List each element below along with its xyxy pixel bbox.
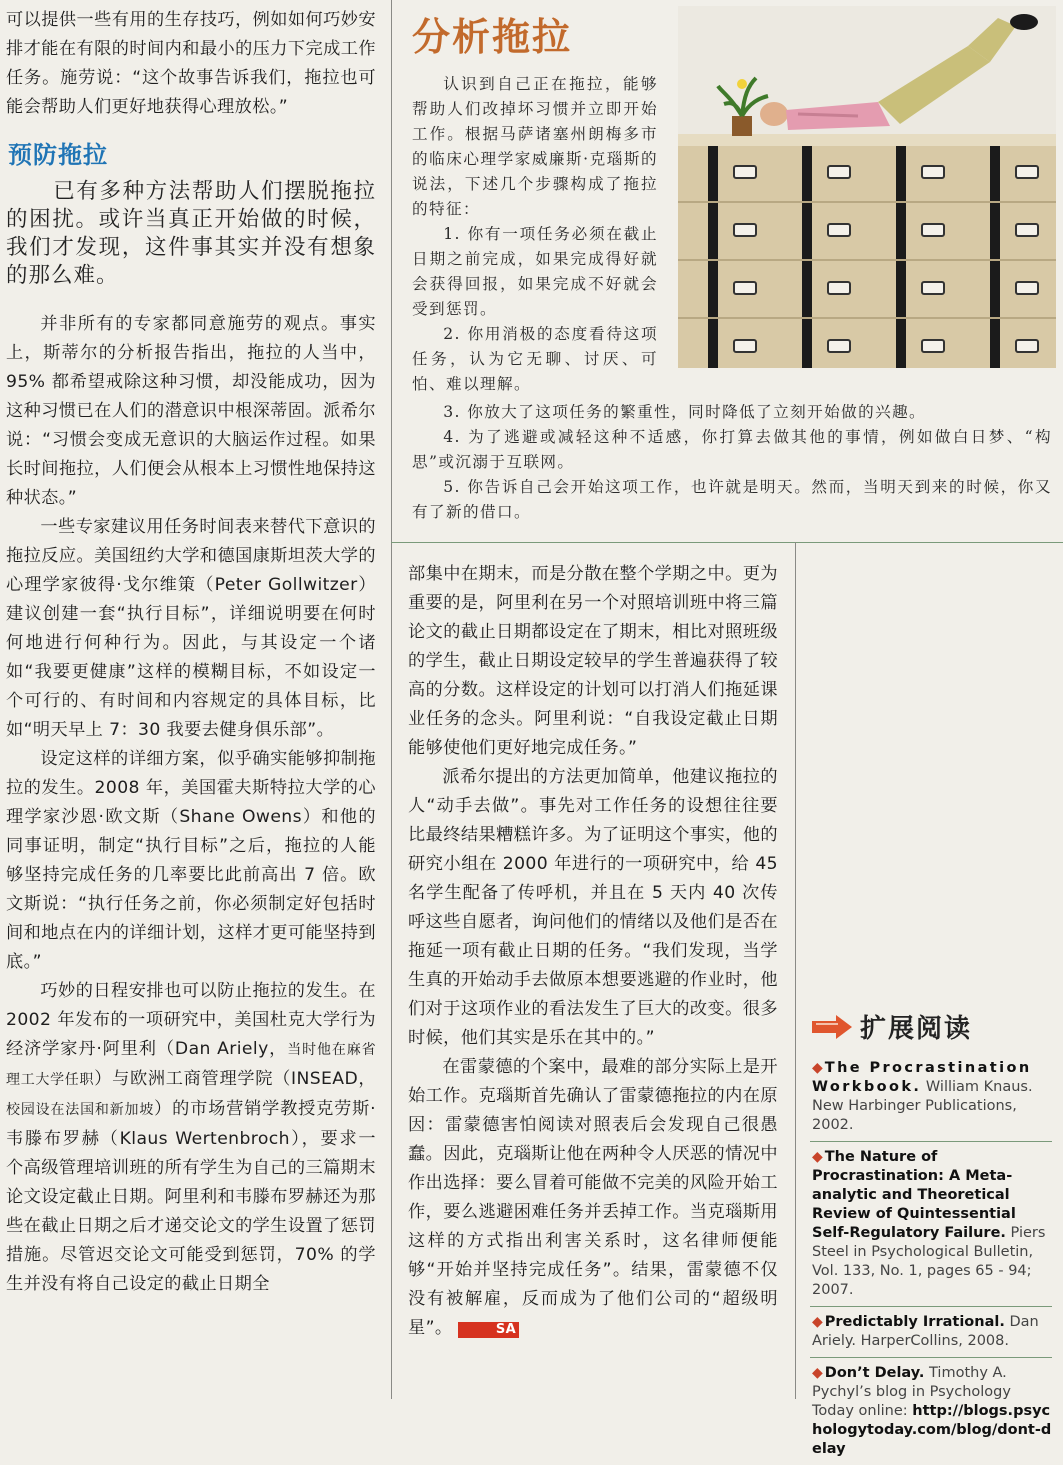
- body-paragraph: 并非所有的专家都同意施劳的观点。事实上，斯蒂尔的分析报告指出，拖拉的人当中，95% 都希望戒除这种习惯，却没能成功，因为这种习惯已在人们的潜意识中根深蒂固。派希尔说：“习惯会变成无意识的大脑运作过程。如果长时间拖拉，人们便会从根本上习惯性地保持这种状态。”: [6, 314, 376, 508]
- analysis-sidebar-box: [404, 6, 1056, 536]
- end-mark-badge: SA: [458, 1322, 519, 1338]
- section-title: 预防拖拉: [8, 141, 108, 169]
- body-paragraph: 派希尔提出的方法更加简单，他建议拖拉的人“动手去做”。事先对工作任务的设想往往要比最终结果糟糕许多。为了证明这个事实，他的研究小组在 2000 年进行的一项研究中，给 45 名学生配备了传呼机，并且在 5 天内 40 次传呼这些自愿者，询问他们的情绪以及他们是否在拖延一项有截止日期的任务。“我们发现，当学生真的开始动手去做原本想要逃避的作业时，他们对于这项作业的看法发生了巨大的改变。很多时候，他们其实是乐在其中的。”: [408, 767, 778, 1048]
- body-paragraph: 设定这样的详细方案，似乎确实能够抑制拖拉的发生。2008 年，美国霍夫斯特拉大学的心理学家沙恩·欧文斯（Shane Owens）和他的同事证明，制定“执行目标”之后，拖拉的人能够坚持完成任务的几率要比此前高出 7 倍。欧文斯说：“执行任务之前，你必须制定好包括时间和地点在内的详细计划，这样才更可能坚持到底。”: [6, 749, 376, 972]
- reading-entry-title: The Procrastination Workbook.: [812, 1060, 1032, 1095]
- box-step: 3. 你放大了这项任务的繁重性，同时降低了立刻开始做的兴趣。: [443, 403, 927, 421]
- mid-column-divider: [795, 542, 796, 1399]
- text-run: 巧妙的日程安排也可以防止拖拉的发生。在 2002 年发布的一项研究中，美国杜克大学行为经济学家丹·阿里利（Dan Ariely，: [6, 981, 376, 1059]
- text-run: ）与欧洲工商管理学院（INSEAD，: [94, 1069, 376, 1089]
- section-lede: 已有多种方法帮助人们摆脱拖拉的困扰。或许当真正开始做的时候，我们才发现，这件事其实并没有想象的那么难。: [6, 179, 376, 288]
- reading-entry-detail: William Knaus. New Harbinger Publications, 2002.: [812, 1079, 1033, 1133]
- text-run: 在雷蒙德的个案中，最难的部分实际上是开始工作。克瑙斯首先确认了雷蒙德拖拉的内在原因：雷蒙德害怕阅读对照表后会发现自己很愚蠢。因此，克瑙斯让他在两种令人厌恶的情况中作出选择：要么冒着可能做不完美的风险开始工作，要么逃避困难任务并丢掉工作。当克瑙斯用这样的方式指出利害关系时，这名律师便能够“开始并坚持完成任务”。结果，雷蒙德不仅没有被解雇，反而成为了他们公司的“超级明星”。: [408, 1057, 778, 1338]
- intro-paragraph: 可以提供一些有用的生存技巧，例如如何巧妙安排才能在有限的时间内和最小的压力下完成工作任务。施劳说：“这个故事告诉我们，拖拉也可能会帮助人们更好地获得心理放松。”: [6, 10, 376, 117]
- file-cabinet-illustration: [678, 6, 1056, 368]
- further-reading: [810, 1008, 1052, 1465]
- reading-entry: [810, 1053, 1052, 1142]
- text-run: ）的市场营销学教授克劳斯·韦滕布罗赫（Klaus Wertenbroch），要求一个高级管理培训班的所有学生为自己的三篇期末论文设定截止日期。阿里利和韦滕布罗赫还为那些在截止日期之后才递交论文的学生设置了惩罚措施。尽管迟交论文可能受到惩罚，70% 的学生并没有将自己设定的截止日期全: [6, 1099, 377, 1294]
- diamond-bullet-icon: ◆: [812, 1060, 823, 1076]
- left-column: [6, 6, 376, 1299]
- inline-note: 当时他在麻省理工大学任职: [6, 1042, 376, 1088]
- arrow-right-icon: [810, 1013, 854, 1041]
- inline-note: 校园设在法国和新加坡: [6, 1102, 155, 1118]
- reading-entry: [810, 1142, 1052, 1307]
- diamond-bullet-icon: ◆: [812, 1365, 823, 1381]
- body-paragraph: [408, 1053, 778, 1343]
- box-intro: 认识到自己正在拖拉，能够帮助人们改掉坏习惯并立即开始工作。根据马萨诸塞州朗梅多市的临床心理学家威廉斯·克瑙斯的说法，下述几个步骤构成了拖拉的特征：: [412, 75, 658, 218]
- box-step: 5. 你告诉自己会开始这项工作，也许就是明天。然而，当明天到来的时候，你又有了新的借口。: [412, 478, 1052, 521]
- left-column-divider: [391, 0, 392, 1399]
- blog-url-link[interactable]: http://blogs.psychologytoday.com/blog/dont-delay: [812, 1403, 1052, 1457]
- diamond-bullet-icon: ◆: [812, 1149, 823, 1165]
- reading-entry-title: Don’t Delay.: [824, 1365, 925, 1381]
- box-intro-column: [412, 72, 658, 397]
- reading-entry: [810, 1307, 1052, 1358]
- body-paragraph: 部集中在期末，而是分散在整个学期之中。更为重要的是，阿里利在另一个对照培训班中将三篇论文的截止日期都设定在了期末，相比对照班级的学生，截止日期设定较早的学生普遍获得了较高的分数。这样设定的计划可以打消人们拖延课业任务的念头。阿里利说：“自我设定截止日期能够使他们更好地完成任务。”: [408, 564, 778, 758]
- box-step: 2. 你用消极的态度看待这项任务，认为它无聊、讨厌、可怕、难以理解。: [412, 325, 658, 393]
- box-wide-steps: [412, 400, 1052, 525]
- box-step: 1. 你有一项任务必须在截止日期之前完成，如果完成得好就会获得回报，如果完成不好就会受到惩罚。: [412, 225, 658, 318]
- body-paragraph: [6, 977, 376, 1299]
- middle-column: [408, 560, 778, 1343]
- further-reading-header: [810, 1008, 1052, 1045]
- reading-entry-title: The Nature of Procrastination: A Meta-analytic and Theoretical Review of Quintessential Self-Regulatory Failure.: [812, 1149, 1016, 1241]
- body-paragraph: 一些专家建议用任务时间表来替代下意识的拖拉反应。美国纽约大学和德国康斯坦茨大学的心理学家彼得·戈尔维策（Peter Gollwitzer）建议创建一套“执行目标”，详细说明要在何时何地进行何种行为。因此，与其设定一个诸如“我要更健康”这样的模糊目标，不如设定一个可行的、有时间和内容规定的具体目标，比如“明天早上 7：30 我要去健身俱乐部”。: [6, 517, 376, 740]
- reading-entry-title: Predictably Irrational.: [824, 1314, 1005, 1330]
- box-title: 分析拖拉: [412, 14, 573, 59]
- box-bottom-rule: [391, 542, 1063, 543]
- reading-entry: [810, 1358, 1052, 1465]
- diamond-bullet-icon: ◆: [812, 1314, 823, 1330]
- reading-entry-detail: Timothy A. Pychyl’s blog in Psychology Today online:: [812, 1365, 1011, 1419]
- illustration-cabinet: [678, 6, 1056, 368]
- further-reading-title: 扩展阅读: [860, 1014, 973, 1044]
- reading-entry-detail: Dan Ariely. HarperCollins, 2008.: [812, 1314, 1039, 1349]
- reading-entry-detail: Piers Steel in Psychological Bulletin, Vol. 133, No. 1, pages 65 - 94; 2007.: [812, 1225, 1046, 1298]
- box-step: 4. 为了逃避或减轻这种不适感，你打算去做其他的事情，例如做白日梦、“构思”或沉溺于互联网。: [412, 428, 1052, 471]
